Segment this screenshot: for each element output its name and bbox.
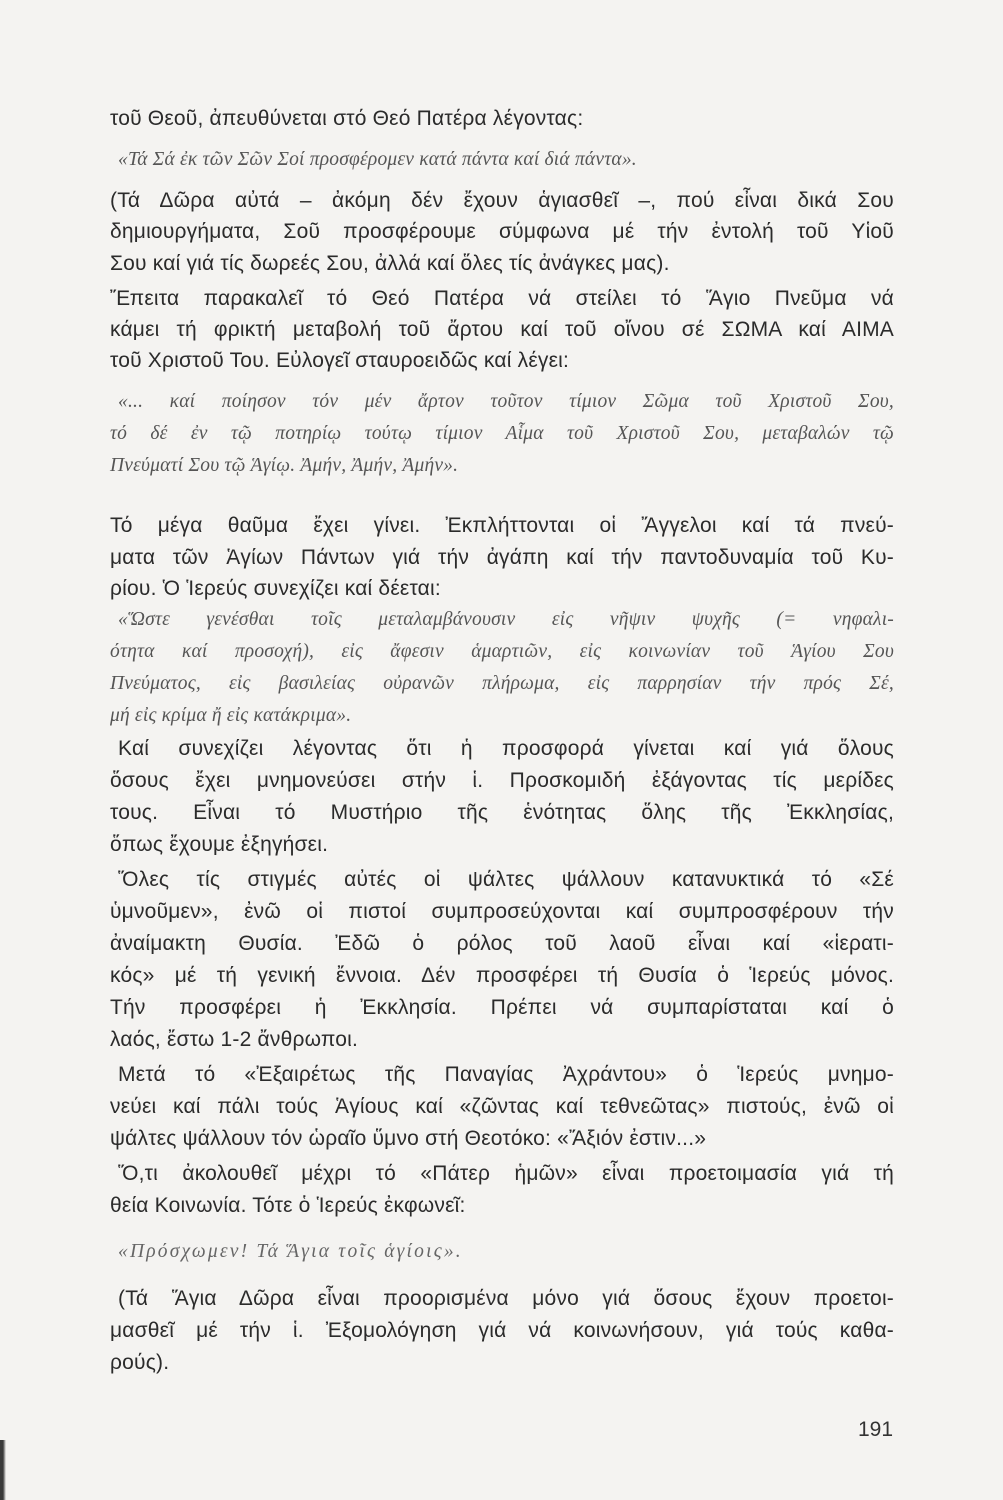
text-line: θεία Κοινωνία. Τότε ὁ Ἱερεύς ἐκφωνεῖ:: [110, 1194, 466, 1217]
text-line: ρίου. Ὁ Ἱερεύς συνεχίζει καί δέεται:: [110, 577, 441, 600]
text-line: ρούς).: [110, 1351, 170, 1374]
quote-line: «Πρόσχωμεν! Τά Ἅγια τοῖς ἁγίοις».: [118, 1241, 463, 1262]
text-line: κός» μέ τή γενική ἔννοια. Δέν προσφέρει τή Θυσία ὁ Ἱερεύς μόνος.: [110, 964, 894, 987]
text-line: μασθεῖ μέ τήν ἱ. Ἐξομολόγηση γιά νά κοινωνήσουν, γιά τούς καθα-: [110, 1319, 894, 1342]
text-line: νεύει καί πάλι τούς Ἁγίους καί «ζῶντας καί τεθνεῶτας» πιστούς, ἐνῶ οἱ: [110, 1095, 894, 1118]
text-line: τοῦ Χριστοῦ Του. Εὐλογεῖ σταυροειδῶς καί λέγει:: [110, 349, 570, 372]
text-line: τοῦ Θεοῦ, ἀπευθύνεται στό Θεό Πατέρα λέγοντας:: [110, 107, 584, 130]
text-line: ὑμνοῦμεν», ἐνῶ οἱ πιστοί συμπροσεύχονται καί συμπροσφέρουν τήν: [110, 900, 894, 923]
text-line: λαός, ἔστω 1-2 ἄνθρωποι.: [110, 1028, 359, 1051]
text-line: Ὅλες τίς στιγμές αὐτές οἱ ψάλτες ψάλλουν κατανυκτικά τό «Σέ: [118, 868, 894, 891]
text-line: ψάλτες ψάλλουν τόν ὡραῖο ὕμνο στή Θεοτόκο: «Ἄξιόν ἐστιν...»: [110, 1127, 707, 1150]
text-line: Τήν προσφέρει ἡ Ἐκκλησία. Πρέπει νά συμπαρίσταται καί ὁ: [110, 996, 894, 1019]
quote-line: Πνεύματί Σου τῷ Ἁγίῳ. Ἀμήν, Ἀμήν, Ἀμήν».: [110, 455, 459, 476]
text-line: (Τά Ἅγια Δῶρα εἶναι προορισμένα μόνο γιά ὅσους ἔχουν προετοι-: [118, 1287, 894, 1310]
text-line: (Τά Δῶρα αὐτά – ἀκόμη δέν ἔχουν ἁγιασθεῖ –, πού εἶναι δικά Σου: [110, 189, 894, 212]
text-line: Σου καί γιά τίς δωρεές Σου, ἀλλά καί ὅλες τίς ἀνάγκες μας).: [110, 252, 670, 275]
quote-line: τό δέ ἐν τῷ ποτηρίῳ τούτῳ τίμιον Αἷμα τοῦ Χριστοῦ Σου, μεταβαλών τῷ: [110, 423, 894, 444]
text-line: δημιουργήματα, Σοῦ προσφέρουμε σύμφωνα μέ τήν ἐντολή τοῦ Υἱοῦ: [110, 220, 894, 243]
quote-line: «... καί ποίησον τόν μέν ἄρτον τοῦτον τίμιον Σῶμα τοῦ Χριστοῦ Σου,: [118, 391, 894, 412]
quote-line: Πνεύματος, εἰς βασιλείας οὐρανῶν πλήρωμα, εἰς παρρησίαν τήν πρός Σέ,: [110, 673, 894, 694]
text-line: κάμει τή φρικτή μεταβολή τοῦ ἄρτου καί τοῦ οἴνου σέ ΣΩΜΑ καί ΑΙΜΑ: [110, 318, 894, 341]
quote-line: «Τά Σά ἐκ τῶν Σῶν Σοί προσφέρομεν κατά πάντα καί διά πάντα».: [118, 149, 637, 170]
book-spine-edge: [0, 1440, 20, 1500]
quote-line: ότητα καί προσοχή), εἰς ἄφεσιν ἁμαρτιῶν, εἰς κοινωνίαν τοῦ Ἁγίου Σου: [110, 641, 894, 662]
text-line: Τό μέγα θαῦμα ἔχει γίνει. Ἐκπλήττονται οἱ Ἄγγελοι καί τά πνεύ-: [110, 514, 894, 537]
quote-line: μή εἰς κρίμα ἤ εἰς κατάκριμα».: [110, 705, 352, 726]
text-line: Καί συνεχίζει λέγοντας ὅτι ἡ προσφορά γίνεται καί γιά ὅλους: [118, 737, 894, 760]
text-line: ὅσους ἔχει μνημονεύσει στήν ἱ. Προσκομιδή ἐξάγοντας τίς μερίδες: [110, 769, 894, 792]
page-number: 191: [858, 1418, 894, 1441]
text-line: Ὅ,τι ἀκολουθεῖ μέχρι τό «Πάτερ ἡμῶν» εἶναι προετοιμασία γιά τή: [118, 1162, 894, 1185]
text-line: ἀναίμακτη Θυσία. Ἐδῶ ὁ ρόλος τοῦ λαοῦ εἶναι καί «ἱερατι-: [110, 932, 894, 955]
text-line: ματα τῶν Ἁγίων Πάντων γιά τήν ἀγάπη καί τήν παντοδυναμία τοῦ Κυ-: [110, 546, 894, 569]
text-line: Μετά τό «Ἐξαιρέτως τῆς Παναγίας Ἀχράντου» ὁ Ἱερεύς μνημο-: [118, 1063, 894, 1086]
text-line: ὅπως ἔχουμε ἐξηγήσει.: [110, 833, 329, 856]
text-line: τους. Εἶναι τό Μυστήριο τῆς ἑνότητας ὅλης τῆς Ἐκκλησίας,: [110, 801, 894, 824]
text-line: Ἔπειτα παρακαλεῖ τό Θεό Πατέρα νά στείλει τό Ἅγιο Πνεῦμα νά: [110, 287, 894, 310]
quote-line: «Ὥστε γενέσθαι τοῖς μεταλαμβάνουσιν εἰς νῆψιν ψυχῆς (= νηφαλι-: [118, 609, 894, 630]
